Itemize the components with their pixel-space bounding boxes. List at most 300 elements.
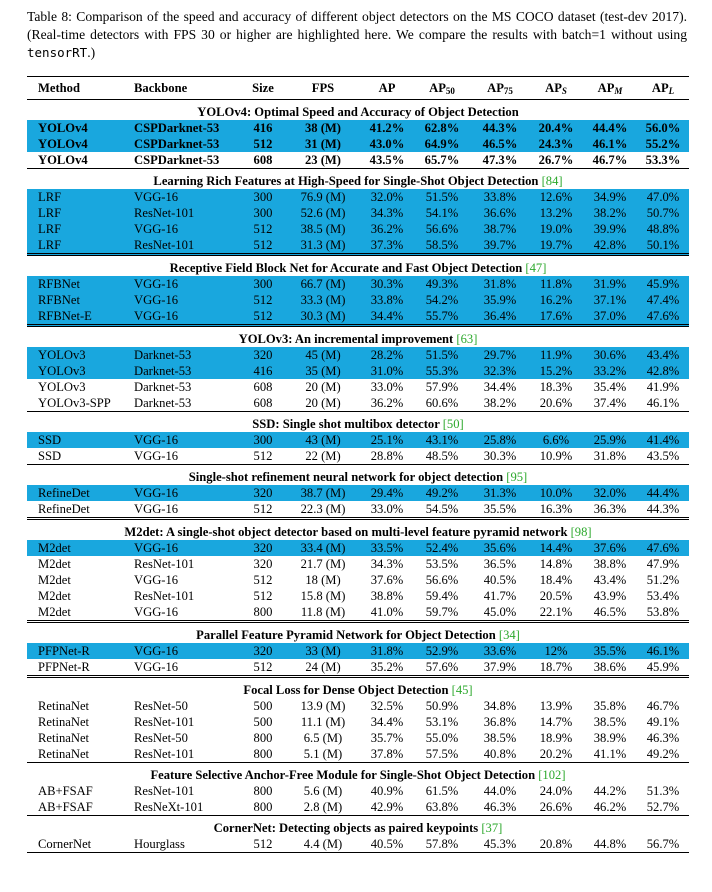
ap-cell: 33.8%	[361, 292, 413, 308]
header-apl-label: AP	[651, 81, 669, 95]
section-header-row	[27, 326, 689, 348]
apl-cell: 44.4%	[637, 485, 689, 501]
apm-cell: 35.5%	[583, 643, 637, 659]
aps-cell: 14.4%	[529, 540, 583, 556]
aps-cell: 20.4%	[529, 120, 583, 136]
size-cell: 608	[253, 396, 273, 410]
ap75-cell: 33.8%	[471, 189, 529, 205]
aps-cell: 14.8%	[539, 557, 573, 571]
apm-cell: 38.6%	[593, 660, 627, 674]
size-cell: 512	[241, 836, 285, 853]
size-cell: 800	[253, 784, 273, 798]
apm-cell: 46.2%	[593, 800, 627, 814]
backbone-cell: ResNet-101	[123, 237, 241, 255]
section-title	[27, 816, 689, 837]
table-body	[27, 100, 689, 853]
backbone-cell: CSPDarknet-53	[123, 120, 241, 136]
apm-cell: 37.1%	[583, 292, 637, 308]
fps-cell: 33 (M)	[285, 643, 361, 659]
ap75-cell: 36.5%	[483, 557, 517, 571]
ap50-cell: 49.2%	[413, 485, 471, 501]
header-apm-sub: M	[614, 86, 623, 96]
backbone-cell: VGG-16	[123, 276, 241, 292]
ap-cell: 34.4%	[361, 308, 413, 326]
method-cell: PFPNet-R	[27, 643, 123, 659]
fps-cell: 5.1 (M)	[303, 747, 343, 761]
apm-cell: 34.9%	[583, 189, 637, 205]
table-row	[27, 485, 689, 501]
method-cell: LRF	[27, 221, 123, 237]
method-cell: LRF	[27, 205, 123, 221]
citation-link[interactable]: [63]	[456, 332, 478, 346]
section-header-row	[27, 255, 689, 277]
apl-cell: 56.7%	[637, 836, 689, 853]
apm-cell: 38.5%	[593, 715, 627, 729]
apl-cell: 48.8%	[637, 221, 689, 237]
apm-cell: 35.4%	[593, 380, 627, 394]
aps-cell: 26.6%	[539, 800, 573, 814]
table-row	[27, 363, 689, 379]
ap50-cell: 56.6%	[425, 573, 459, 587]
section-title	[27, 100, 689, 121]
aps-cell: 10.0%	[529, 485, 583, 501]
ap-cell: 37.8%	[370, 747, 404, 761]
table-row	[27, 783, 689, 799]
section-header-row	[27, 412, 689, 433]
fps-cell: 13.9 (M)	[300, 699, 346, 713]
backbone-cell: ResNeXt-101	[134, 800, 204, 814]
aps-cell: 11.9%	[529, 347, 583, 363]
ap-cell: 42.9%	[370, 800, 404, 814]
ap-cell: 25.1%	[361, 432, 413, 448]
table-row	[27, 395, 689, 412]
table-row	[27, 643, 689, 659]
ap50-cell: 49.3%	[413, 276, 471, 292]
apl-cell: 45.9%	[637, 276, 689, 292]
ap-cell: 28.8%	[370, 449, 404, 463]
apm-cell: 35.8%	[593, 699, 627, 713]
table-row	[27, 604, 689, 622]
apl-cell: 52.7%	[646, 800, 680, 814]
backbone-cell: Darknet-53	[123, 363, 241, 379]
size-cell: 608	[253, 153, 273, 167]
citation-link[interactable]: [102]	[538, 768, 566, 782]
fps-cell: 11.1 (M)	[300, 715, 346, 729]
table-row	[27, 432, 689, 448]
fps-cell: 35 (M)	[285, 363, 361, 379]
backbone-cell: Darknet-53	[134, 396, 192, 410]
method-cell: M2det	[27, 540, 123, 556]
apl-cell: 41.9%	[646, 380, 680, 394]
apm-cell: 41.1%	[593, 747, 627, 761]
aps-cell: 15.2%	[529, 363, 583, 379]
ap50-cell: 60.6%	[425, 396, 459, 410]
size-cell: 512	[253, 589, 273, 603]
ap75-cell: 36.4%	[471, 308, 529, 326]
fps-cell: 31 (M)	[285, 136, 361, 152]
section-title	[27, 465, 689, 486]
fps-cell: 2.8 (M)	[303, 800, 343, 814]
apl-cell: 53.8%	[646, 605, 680, 619]
citation-link[interactable]: [98]	[570, 525, 592, 539]
table-row	[27, 714, 689, 730]
method-cell: YOLOv4	[38, 153, 88, 167]
ap-cell: 41.2%	[361, 120, 413, 136]
ap50-cell: 65.7%	[424, 153, 460, 167]
apl-cell: 46.1%	[637, 643, 689, 659]
backbone-cell: ResNet-101	[134, 747, 195, 761]
apm-cell: 30.6%	[583, 347, 637, 363]
ap75-cell: 35.9%	[471, 292, 529, 308]
ap75-cell: 35.6%	[471, 540, 529, 556]
ap75-cell: 41.7%	[483, 589, 517, 603]
ap75-cell: 46.3%	[483, 800, 517, 814]
ap75-cell: 32.3%	[471, 363, 529, 379]
section-title-text: Focal Loss for Dense Object Detection	[243, 683, 449, 697]
ap75-cell: 45.0%	[483, 605, 517, 619]
citation-link[interactable]: [37]	[481, 821, 503, 835]
section-title-text: YOLOv4: Optimal Speed and Accuracy of Object Detection	[197, 105, 519, 119]
header-row	[27, 77, 689, 100]
ap-cell: 34.3%	[370, 557, 404, 571]
fps-cell: 11.8 (M)	[300, 605, 346, 619]
fps-cell: 43 (M)	[285, 432, 361, 448]
fps-cell: 18 (M)	[305, 573, 341, 587]
aps-cell: 18.4%	[539, 573, 573, 587]
backbone-cell: ResNet-101	[134, 589, 195, 603]
fps-cell: 4.4 (M)	[285, 836, 361, 853]
table-row	[27, 698, 689, 714]
table-row	[27, 730, 689, 746]
apl-cell: 50.7%	[637, 205, 689, 221]
aps-cell: 26.7%	[538, 153, 574, 167]
size-cell: 500	[253, 699, 273, 713]
citation-link[interactable]: [47]	[525, 261, 547, 275]
ap50-cell: 59.7%	[425, 605, 459, 619]
ap50-cell: 55.0%	[425, 731, 459, 745]
size-cell: 512	[241, 308, 285, 326]
apl-cell: 43.4%	[637, 347, 689, 363]
table-row	[27, 189, 689, 205]
ap-cell: 37.6%	[370, 573, 404, 587]
backbone-cell: ResNet-101	[134, 557, 195, 571]
apl-cell: 43.5%	[646, 449, 680, 463]
backbone-cell: ResNet-101	[134, 784, 195, 798]
table-row	[27, 205, 689, 221]
size-cell: 300	[241, 432, 285, 448]
ap-cell: 29.4%	[361, 485, 413, 501]
citation-link[interactable]: [50]	[442, 417, 464, 431]
section-title-text: Feature Selective Anchor-Free Module for Single-Shot Object Detection	[150, 768, 536, 782]
backbone-cell: Darknet-53	[134, 380, 192, 394]
aps-cell: 18.7%	[539, 660, 573, 674]
ap-cell: 36.2%	[370, 396, 404, 410]
ap-cell: 34.3%	[361, 205, 413, 221]
ap-cell: 33.5%	[361, 540, 413, 556]
aps-cell: 24.3%	[529, 136, 583, 152]
citation-link[interactable]: [84]	[541, 174, 563, 188]
fps-cell: 38.5 (M)	[285, 221, 361, 237]
header-ap75	[471, 77, 529, 100]
ap50-cell: 57.6%	[425, 660, 459, 674]
size-cell: 800	[253, 731, 273, 745]
apm-cell: 46.1%	[583, 136, 637, 152]
method-cell: RFBNet	[27, 276, 123, 292]
size-cell: 320	[241, 540, 285, 556]
header-aps-sub: S	[561, 86, 567, 96]
size-cell: 500	[253, 715, 273, 729]
citation-link[interactable]: [34]	[498, 628, 520, 642]
section-title	[27, 622, 689, 644]
backbone-cell: VGG-16	[123, 485, 241, 501]
ap-cell: 38.8%	[370, 589, 404, 603]
header-size: Size	[241, 77, 285, 100]
size-cell: 512	[241, 221, 285, 237]
ap75-cell: 39.7%	[471, 237, 529, 255]
header-ap50	[413, 77, 471, 100]
apl-cell: 51.3%	[646, 784, 680, 798]
ap50-cell: 57.5%	[425, 747, 459, 761]
apm-cell: 32.0%	[583, 485, 637, 501]
backbone-cell: VGG-16	[123, 221, 241, 237]
caption-text: Comparison of the speed and accuracy of different object detectors on the MS COCO dataset (test-dev 2017). (Real-time detectors with FPS 30 or higher are highlighted here. We compare the results with batch=1 without using	[27, 9, 688, 42]
apm-cell: 37.6%	[583, 540, 637, 556]
caption-prefix: Table 8:	[27, 9, 72, 24]
method-cell: LRF	[27, 189, 123, 205]
backbone-cell: VGG-16	[123, 189, 241, 205]
ap75-cell: 38.2%	[483, 396, 517, 410]
apm-cell: 39.9%	[583, 221, 637, 237]
apl-cell: 47.6%	[637, 308, 689, 326]
method-cell: RetinaNet	[38, 699, 90, 713]
table-row	[27, 659, 689, 677]
apm-cell: 44.4%	[583, 120, 637, 136]
method-cell: RFBNet-E	[27, 308, 123, 326]
ap75-cell: 45.3%	[471, 836, 529, 853]
ap75-cell: 38.5%	[483, 731, 517, 745]
table-row	[27, 347, 689, 363]
backbone-cell: VGG-16	[134, 449, 179, 463]
aps-cell: 13.9%	[539, 699, 573, 713]
ap50-cell: 48.5%	[425, 449, 459, 463]
method-cell: SSD	[27, 432, 123, 448]
aps-cell: 16.3%	[539, 502, 573, 516]
ap75-cell: 37.9%	[483, 660, 517, 674]
ap-cell: 32.5%	[370, 699, 404, 713]
ap-cell: 43.0%	[361, 136, 413, 152]
apl-cell: 47.0%	[637, 189, 689, 205]
ap50-cell: 53.1%	[425, 715, 459, 729]
citation-link[interactable]: [95]	[506, 470, 528, 484]
section-header-row	[27, 465, 689, 486]
backbone-cell: ResNet-50	[134, 731, 188, 745]
fps-cell: 22.3 (M)	[300, 502, 346, 516]
method-cell: RefineDet	[38, 502, 90, 516]
section-title-text: Single-shot refinement neural network for object detection	[188, 470, 504, 484]
ap-cell: 31.8%	[361, 643, 413, 659]
ap75-cell: 36.8%	[483, 715, 517, 729]
size-cell: 800	[253, 747, 273, 761]
method-cell: SSD	[38, 449, 62, 463]
method-cell: YOLOv3	[27, 347, 123, 363]
apm-cell: 38.8%	[593, 557, 627, 571]
section-title	[27, 519, 689, 541]
size-cell: 608	[253, 380, 273, 394]
method-cell: LRF	[27, 237, 123, 255]
section-title	[27, 412, 689, 433]
fps-cell: 23 (M)	[304, 153, 342, 167]
fps-cell: 66.7 (M)	[285, 276, 361, 292]
size-cell: 800	[253, 800, 273, 814]
apm-cell: 43.9%	[593, 589, 627, 603]
apl-cell: 44.3%	[646, 502, 680, 516]
ap-cell: 36.2%	[361, 221, 413, 237]
fps-cell: 52.6 (M)	[285, 205, 361, 221]
method-cell: AB+FSAF	[38, 784, 93, 798]
table-row	[27, 221, 689, 237]
aps-cell: 20.6%	[539, 396, 573, 410]
section-title	[27, 255, 689, 277]
aps-cell: 12.6%	[529, 189, 583, 205]
fps-cell: 21.7 (M)	[300, 557, 346, 571]
apm-cell: 44.2%	[593, 784, 627, 798]
fps-cell: 15.8 (M)	[300, 589, 346, 603]
aps-cell: 18.9%	[539, 731, 573, 745]
ap-cell: 35.2%	[370, 660, 404, 674]
section-title-text: YOLOv3: An incremental improvement	[238, 332, 454, 346]
aps-cell: 11.8%	[529, 276, 583, 292]
section-title	[27, 677, 689, 699]
fps-cell: 38 (M)	[285, 120, 361, 136]
table-row	[27, 746, 689, 763]
apl-cell: 49.1%	[646, 715, 680, 729]
aps-cell: 10.9%	[539, 449, 573, 463]
size-cell: 512	[241, 237, 285, 255]
apl-cell: 46.1%	[646, 396, 680, 410]
ap50-cell: 54.5%	[425, 502, 459, 516]
header-method: Method	[27, 77, 123, 100]
fps-cell: 24 (M)	[305, 660, 341, 674]
backbone-cell: VGG-16	[134, 605, 179, 619]
comparison-table	[27, 76, 689, 853]
ap-cell: 33.0%	[370, 380, 404, 394]
ap50-cell: 43.1%	[413, 432, 471, 448]
aps-cell: 16.2%	[529, 292, 583, 308]
fps-cell: 20 (M)	[305, 396, 341, 410]
method-cell: M2det	[38, 605, 71, 619]
backbone-cell: Hourglass	[123, 836, 241, 853]
ap50-cell: 59.4%	[425, 589, 459, 603]
method-cell: YOLOv3	[38, 380, 86, 394]
header-ap75-sub: 75	[503, 86, 513, 96]
size-cell: 300	[241, 205, 285, 221]
header-aps	[529, 77, 583, 100]
method-cell: M2det	[38, 573, 71, 587]
caption-tool: tensorRT	[27, 45, 88, 60]
header-ap50-sub: 50	[445, 86, 455, 96]
header-fps: FPS	[285, 77, 361, 100]
ap50-cell: 61.5%	[425, 784, 459, 798]
table-row	[27, 276, 689, 292]
method-cell: RetinaNet	[38, 731, 90, 745]
ap75-cell: 35.5%	[483, 502, 517, 516]
ap-cell: 43.5%	[369, 153, 405, 167]
apl-cell: 53.4%	[646, 589, 680, 603]
ap50-cell: 57.8%	[413, 836, 471, 853]
ap50-cell: 56.6%	[413, 221, 471, 237]
size-cell: 512	[241, 136, 285, 152]
apl-cell: 46.7%	[646, 699, 680, 713]
ap75-cell: 47.3%	[482, 153, 518, 167]
aps-cell: 20.2%	[539, 747, 573, 761]
backbone-cell: VGG-16	[134, 502, 179, 516]
method-cell: RFBNet	[27, 292, 123, 308]
header-apl-sub: L	[668, 86, 675, 96]
backbone-cell: VGG-16	[134, 573, 179, 587]
backbone-cell: CSPDarknet-53	[123, 136, 241, 152]
ap-cell: 33.0%	[370, 502, 404, 516]
section-header-row	[27, 100, 689, 121]
method-cell: YOLOv4	[27, 136, 123, 152]
section-header-row	[27, 622, 689, 644]
backbone-cell: VGG-16	[134, 660, 179, 674]
backbone-cell: VGG-16	[123, 643, 241, 659]
section-title	[27, 169, 689, 190]
fps-cell: 5.6 (M)	[303, 784, 343, 798]
ap50-cell: 52.4%	[413, 540, 471, 556]
ap-cell: 37.3%	[361, 237, 413, 255]
aps-cell: 17.6%	[529, 308, 583, 326]
backbone-cell: ResNet-50	[134, 699, 188, 713]
apm-cell: 25.9%	[583, 432, 637, 448]
aps-cell: 24.0%	[539, 784, 573, 798]
apl-cell: 47.6%	[637, 540, 689, 556]
apm-cell: 46.5%	[593, 605, 627, 619]
table-row	[27, 501, 689, 519]
aps-cell: 19.0%	[529, 221, 583, 237]
method-cell: AB+FSAF	[38, 800, 93, 814]
size-cell: 512	[253, 449, 273, 463]
method-cell: M2det	[38, 557, 71, 571]
fps-cell: 30.3 (M)	[285, 308, 361, 326]
fps-cell: 45 (M)	[285, 347, 361, 363]
size-cell: 300	[241, 189, 285, 205]
citation-link[interactable]: [45]	[451, 683, 473, 697]
method-cell: CornerNet	[27, 836, 123, 853]
ap75-cell: 34.4%	[483, 380, 517, 394]
table-row	[27, 308, 689, 326]
aps-cell: 20.5%	[539, 589, 573, 603]
size-cell: 512	[253, 573, 273, 587]
ap50-cell: 55.3%	[413, 363, 471, 379]
table-row	[27, 379, 689, 395]
fps-cell: 22 (M)	[305, 449, 341, 463]
apl-cell: 50.1%	[637, 237, 689, 255]
ap75-cell: 36.6%	[471, 205, 529, 221]
section-header-row	[27, 816, 689, 837]
caption-end: .)	[87, 45, 96, 60]
ap75-cell: 30.3%	[483, 449, 517, 463]
apl-cell: 55.2%	[637, 136, 689, 152]
size-cell: 300	[241, 276, 285, 292]
ap75-cell: 40.5%	[483, 573, 517, 587]
aps-cell: 20.8%	[529, 836, 583, 853]
size-cell: 512	[253, 660, 273, 674]
section-header-row	[27, 169, 689, 190]
size-cell: 320	[241, 485, 285, 501]
method-cell: M2det	[38, 589, 71, 603]
header-ap50-label: AP	[429, 81, 446, 95]
